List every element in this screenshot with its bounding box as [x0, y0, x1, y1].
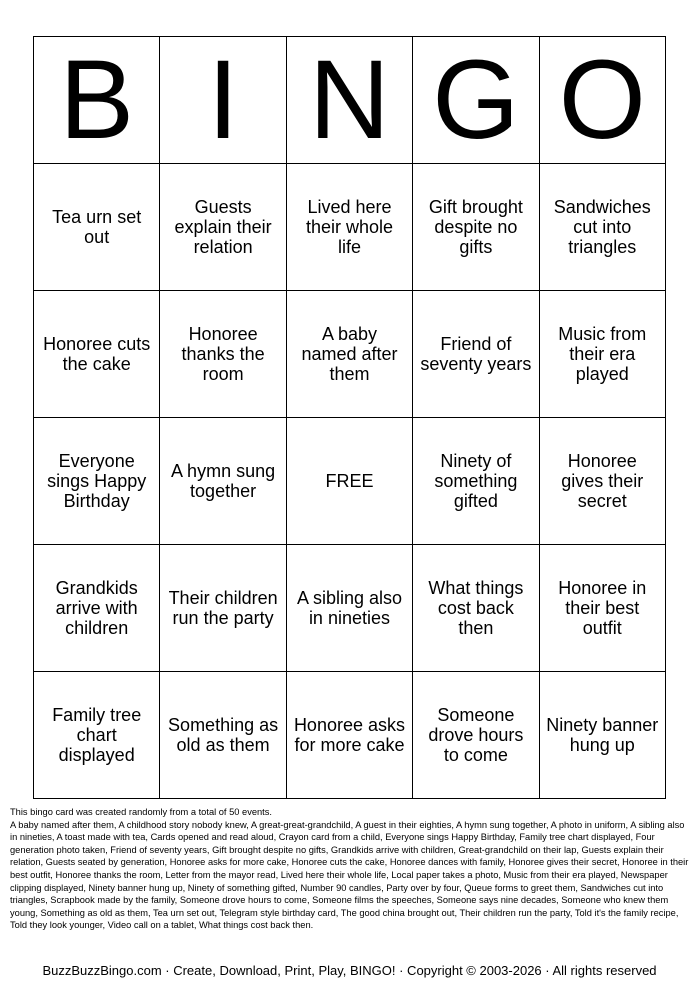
bingo-row	[34, 418, 666, 545]
bingo-row	[34, 672, 666, 799]
bingo-cell: Someone drove hours to come	[413, 672, 539, 799]
note-event-list: A baby named after them, A childhood story nobody knew, A great-great-grandchild, A guest in their eighties, A hymn sung together, A photo in uniform, A sibling also in nineties, A toast made with tea, Cards opened and read aloud, Crayon card from a child, Everyone sings Happy Birthday, Family tree chart displayed, Four generation photo taken, Friend of seventy years, Gift brought despite no gifts, Grandkids arrive with children, Great-grandchild on their lap, Guests explain their relation, Guests seated by generation, Honoree asks for more cake, Honoree cuts the cake, Honoree dances with family, Honoree gives their secret, Honoree in their best outfit, Honoree thanks the room, Letter from the mayor read, Lived here their whole life, Local paper takes a photo, Music from their era played, Newspaper clipping displayed, Ninety banner hung up, Ninety of something gifted, Number 90 candles, Party over by four, Queue forms to greet them, Sandwiches cut into triangles, Scrapbook made by the family, Someone drove hours to come, Someone films the speeches, Someone says nine decades, Someone who knew them young, Something as old as them, Tea urn set out, Telegram style birthday card, The good china brought out, Their children run the party, Told it's the family recipe, Told they look younger, Video call on a tablet, What things cost back then.	[10, 819, 689, 931]
bingo-cell: Ninety of something gifted	[413, 418, 539, 545]
bingo-cell: Friend of seventy years	[413, 291, 539, 418]
bingo-cell: A hymn sung together	[160, 418, 286, 545]
bingo-cell: What things cost back then	[413, 545, 539, 672]
bingo-cell: Sandwiches cut into triangles	[539, 164, 665, 291]
bingo-cell: Honoree thanks the room	[160, 291, 286, 418]
bingo-cell: Guests explain their relation	[160, 164, 286, 291]
bingo-row	[34, 291, 666, 418]
bingo-cell: Grandkids arrive with children	[34, 545, 160, 672]
bingo-header-row	[34, 37, 666, 164]
header-letter: O	[539, 37, 665, 164]
bingo-cell: Honoree cuts the cake	[34, 291, 160, 418]
bingo-cell: Something as old as them	[160, 672, 286, 799]
header-letter: N	[286, 37, 412, 164]
bingo-cell: Honoree gives their secret	[539, 418, 665, 545]
bingo-cell: Everyone sings Happy Birthday	[34, 418, 160, 545]
bingo-cell: Honoree in their best outfit	[539, 545, 665, 672]
bingo-cell: Tea urn set out	[34, 164, 160, 291]
bingo-cell: A baby named after them	[286, 291, 412, 418]
bingo-cell: Lived here their whole life	[286, 164, 412, 291]
bingo-cell: Family tree chart displayed	[34, 672, 160, 799]
header-letter: I	[160, 37, 286, 164]
bingo-cell: Music from their era played	[539, 291, 665, 418]
bingo-cell: Ninety banner hung up	[539, 672, 665, 799]
bingo-row	[34, 164, 666, 291]
free-space-cell: FREE	[286, 418, 412, 545]
event-list-note	[10, 806, 690, 932]
footer-copyright: BuzzBuzzBingo.com · Create, Download, Print, Play, BINGO! · Copyright © 2003-2026 · All rights reserved	[42, 963, 657, 978]
bingo-cell: Their children run the party	[160, 545, 286, 672]
header-letter: G	[413, 37, 539, 164]
bingo-row	[34, 545, 666, 672]
bingo-cell: Honoree asks for more cake	[286, 672, 412, 799]
bingo-cell: A sibling also in nineties	[286, 545, 412, 672]
bingo-cell: Gift brought despite no gifts	[413, 164, 539, 291]
note-intro: This bingo card was created randomly from a total of 50 events.	[10, 807, 272, 817]
header-letter: B	[34, 37, 160, 164]
bingo-card	[33, 36, 666, 799]
